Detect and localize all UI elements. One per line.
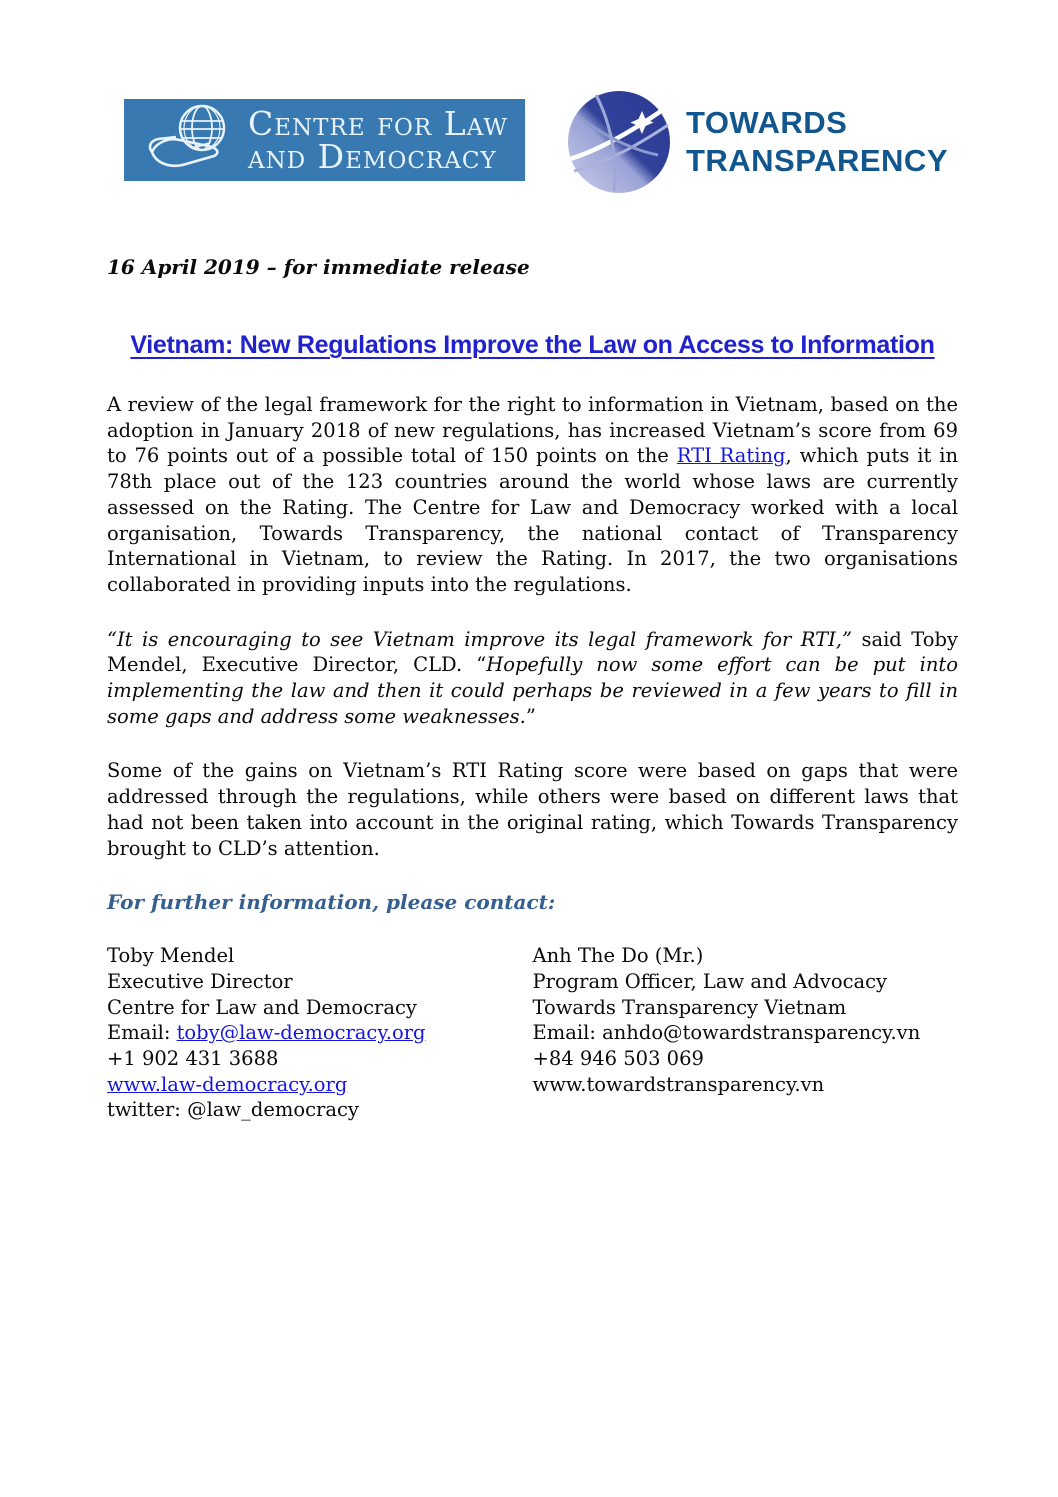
- cld-logo-line2: and Democracy: [248, 137, 497, 176]
- quote-italic-part2: Hopefully now some effort can be put into implementing the law and then it could perhaps be reviewed in a few years to fill in some gaps and address some weaknesses.: [107, 653, 958, 728]
- header-logos: [124, 99, 948, 197]
- rti-rating-link[interactable]: RTI Rating: [676, 444, 786, 468]
- paragraph-quote: [107, 627, 958, 730]
- contact-left-column: [107, 943, 533, 1123]
- contact-left-twitter: twitter: @law_democracy: [107, 1098, 359, 1122]
- contact-left-email-link[interactable]: toby@law-democracy.org: [176, 1021, 426, 1045]
- contact-right-website: www.towardstransparency.vn: [532, 1072, 825, 1096]
- contact-left-role: Executive Director: [107, 969, 293, 993]
- tt-logo-wordmark: [686, 104, 948, 180]
- date-line: 16 April 2019 – for immediate release: [107, 255, 530, 279]
- contact-left-website-link[interactable]: www.law-democracy.org: [107, 1072, 348, 1096]
- contact-left-website-line: [107, 1072, 533, 1098]
- contact-right-name: Anh The Do (Mr.): [532, 944, 704, 968]
- tt-logo-line1: TOWARDS: [685, 104, 848, 140]
- contact-columns: [107, 943, 958, 1123]
- contact-left-name: Toby Mendel: [107, 944, 235, 968]
- paragraph-gains: Some of the gains on Vietnam’s RTI Rating score were based on gaps that were addressed through the regulations, while others were based on different laws that had not been taken into account in the original rating, which Towards Transparency brought to CLD’s attention.: [107, 759, 958, 860]
- contact-left-email-label: Email:: [107, 1021, 177, 1045]
- contact-right-email: Email: anhdo@towardstransparency.vn: [532, 1021, 921, 1045]
- cld-logo-wordmark: [248, 104, 508, 176]
- hand-globe-icon: [146, 101, 238, 179]
- paragraph-intro-text-before: A review of the legal framework for the right to information in Vietnam, based on the adoption in January 2018 of new regulations, has increased Vietnam’s score from 69 to 76 points out of a possible total of 150 points on the: [107, 393, 958, 468]
- contact-left-email-line: [107, 1020, 533, 1046]
- contact-right-org: Towards Transparency Vietnam: [532, 995, 847, 1019]
- contact-left-org: Centre for Law and Democracy: [107, 995, 417, 1019]
- towards-transparency-logo: [566, 87, 948, 197]
- tt-globe-icon: [566, 87, 672, 197]
- contact-section-heading: For further information, please contact:: [107, 890, 556, 915]
- paragraph-intro: [107, 392, 958, 598]
- cld-logo: [124, 99, 525, 181]
- contact-right-role: Program Officer, Law and Advocacy: [532, 969, 888, 993]
- quote-attribution: said Toby Mendel, Executive Director, CLD. “: [107, 627, 958, 677]
- quote-closing-mark: ”: [525, 704, 536, 728]
- paragraph-intro-text-after: , which puts it in 78th place out of the 123 countries around the world whose laws are currently assessed on the Rating. The Centre for Law and Democracy worked with a local organisation, Towards Transparency, the national contact of Transparency International in Vietnam, to review the Rating. In 2017, the two organisations collaborated in providing inputs into the regulations.: [107, 444, 958, 596]
- page-title[interactable]: Vietnam: New Regulations Improve the Law on Access to Information: [130, 331, 935, 359]
- contact-right-phone: +84 946 503 069: [532, 1047, 704, 1071]
- tt-logo-line2: TRANSPARENCY: [685, 143, 948, 178]
- cld-logo-line1: Centre for Law: [248, 104, 508, 143]
- quote-italic-part1: “It is encouraging to see Vietnam improve its legal framework for RTI,”: [107, 627, 852, 651]
- contact-right-column: [533, 943, 959, 1123]
- contact-left-phone: +1 902 431 3688: [107, 1047, 279, 1071]
